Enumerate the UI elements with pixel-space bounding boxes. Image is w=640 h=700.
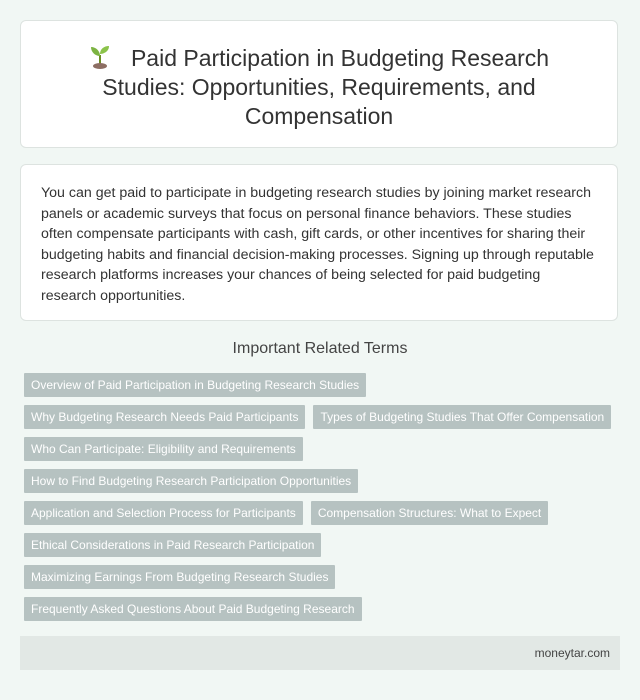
- intro-text: You can get paid to participate in budgeting research studies by joining market research panels or academic surveys that focus on personal finance behaviors. These studies often compensate participants with cash, gift cards, or other incentives for sharing their budgeting habits and financial decision-making processes. Signing up through reputable research platforms increases your chances of being selected for paid budgeting research opportunities.: [41, 185, 594, 304]
- term-tag[interactable]: Overview of Paid Participation in Budgeting Research Studies: [24, 373, 366, 397]
- term-tag[interactable]: Maximizing Earnings From Budgeting Research Studies: [24, 565, 335, 589]
- term-tag[interactable]: Who Can Participate: Eligibility and Requirements: [24, 437, 303, 461]
- terms-heading: Important Related Terms: [232, 340, 408, 357]
- sprout-icon: [89, 43, 111, 69]
- term-tag[interactable]: Types of Budgeting Studies That Offer Compensation: [313, 405, 611, 429]
- term-tag[interactable]: Compensation Structures: What to Expect: [311, 501, 548, 525]
- term-tag[interactable]: Why Budgeting Research Needs Paid Participants: [24, 405, 305, 429]
- title-card: [20, 20, 618, 148]
- term-tag[interactable]: Frequently Asked Questions About Paid Budgeting Research: [24, 597, 362, 621]
- term-tag[interactable]: How to Find Budgeting Research Participation Opportunities: [24, 469, 358, 493]
- related-terms-list: [20, 373, 620, 629]
- intro-card: [20, 164, 618, 321]
- page-title: [21, 21, 617, 131]
- site-name[interactable]: moneytar.com: [534, 646, 610, 660]
- term-tag[interactable]: Application and Selection Process for Participants: [24, 501, 303, 525]
- term-tag[interactable]: Ethical Considerations in Paid Research Participation: [24, 533, 321, 557]
- title-text: Paid Participation in Budgeting Research Studies: Opportunities, Requirements, and Compensation: [102, 45, 550, 129]
- footer: [20, 636, 620, 670]
